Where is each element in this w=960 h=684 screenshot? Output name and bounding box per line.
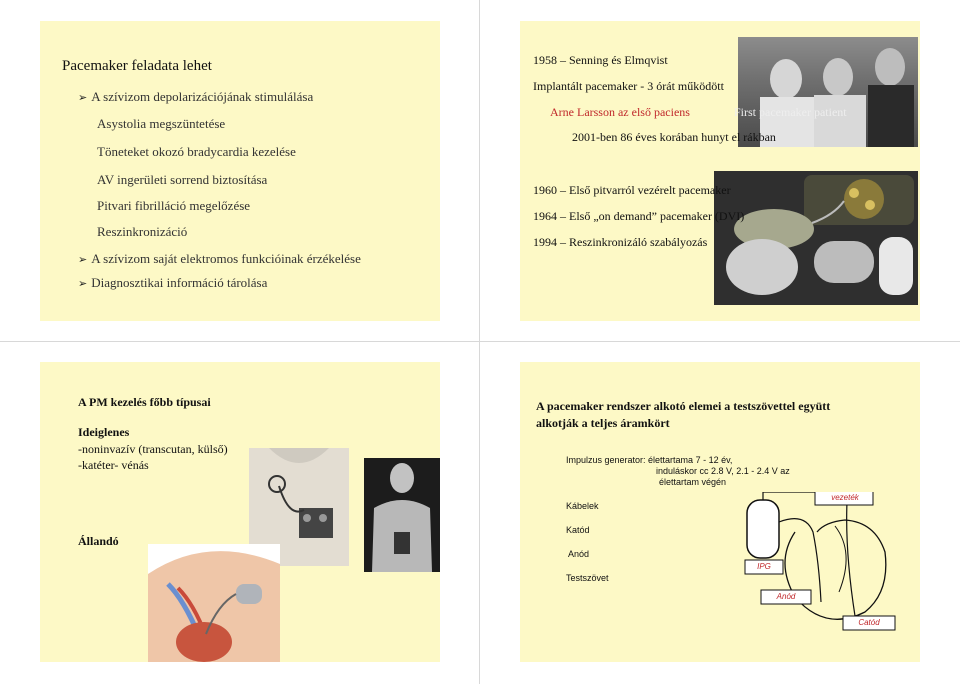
sub-item: Reszinkronizáció <box>97 224 188 239</box>
slide-pacemaker-history <box>520 21 920 321</box>
arrow-bullet-icon: ➢ <box>78 92 88 104</box>
sub-item: Töneteket okozó bradycardia kezelése <box>97 144 296 159</box>
pacemaker-devices-icon <box>714 171 918 305</box>
history-line: Implantált pacemaker - 3 órát működött <box>533 79 724 93</box>
slide-pacemaker-functions <box>40 21 440 321</box>
sub-item: AV ingerületi sorrend biztosítása <box>97 172 268 187</box>
lead-label: vezeték <box>831 493 859 502</box>
slide-title-line1: A pacemaker rendszer alkotó elemei a testszövettel együtt <box>536 399 831 413</box>
arrow-bullet-icon: ➢ <box>78 278 88 290</box>
arrow-bullet-icon: ➢ <box>78 254 88 266</box>
history-line: 1958 – Senning és Elmqvist <box>533 53 668 67</box>
slide-pm-types <box>40 362 440 662</box>
temporary-item: -noninvazív (transcutan, külső) <box>78 442 228 456</box>
temporary-heading: Ideiglenes <box>78 425 130 439</box>
page-divider-horizontal <box>0 341 960 342</box>
bullet-item <box>78 275 267 291</box>
history-line: 1994 – Reszinkronizáló szabályozás <box>533 235 708 249</box>
generator-spec-line: Impulzus generator: élettartama 7 - 12 év, <box>566 455 733 465</box>
slide-title: Pacemaker feladata lehet <box>62 58 212 74</box>
bullet-text: A szívizom depolarizációjának stimulálása <box>91 89 314 104</box>
slide-title-line2: alkotják a teljes áramkört <box>536 416 670 430</box>
history-line: 2001-ben 86 éves korában hunyt el rákban <box>572 130 776 144</box>
generator-spec-line: élettartam végén <box>659 477 727 487</box>
bullet-item <box>78 89 313 105</box>
photo-caption: First pacemaker patient <box>734 105 847 119</box>
cathode-label: Catód <box>858 618 880 627</box>
bullet-text: A szívizom saját elektromos funkcióinak érzékelése <box>91 251 361 266</box>
history-line: 1960 – Első pitvarról vezérelt pacemaker <box>533 183 731 197</box>
component-label: Kábelek <box>566 501 599 511</box>
slide-title: A PM kezelés főbb típusai <box>78 395 211 409</box>
bullet-item <box>78 251 361 267</box>
chest-anatomy-icon <box>148 544 280 662</box>
page-divider-vertical <box>479 0 480 684</box>
permanent-heading: Állandó <box>78 534 119 548</box>
man-with-pacemaker-photo <box>364 458 440 572</box>
component-label: Anód <box>568 549 590 559</box>
sub-item: Asystolia megszüntetése <box>97 116 226 131</box>
man-portrait-icon <box>364 458 440 572</box>
history-line-highlight: Arne Larsson az első paciens <box>550 105 690 119</box>
ipg-label: IPG <box>757 562 771 571</box>
slide-pacemaker-circuit <box>520 362 920 662</box>
component-label: Katód <box>566 525 590 535</box>
pacemaker-circuit-diagram <box>735 492 915 642</box>
anode-label: Anód <box>776 592 796 601</box>
implanted-pacemaker-illustration <box>148 544 280 662</box>
bullet-text: Diagnosztikai információ tárolása <box>91 275 268 290</box>
sub-item: Pitvari fibrilláció megelőzése <box>97 198 251 213</box>
component-label: Testszövet <box>566 573 609 583</box>
history-line: 1964 – Első „on demand” pacemaker (DVI) <box>533 209 745 223</box>
temporary-item: -katéter- vénás <box>78 458 149 472</box>
generator-spec-line: induláskor cc 2.8 V, 2.1 - 2.4 V az <box>656 466 790 476</box>
pacemaker-devices-photo <box>714 171 918 305</box>
